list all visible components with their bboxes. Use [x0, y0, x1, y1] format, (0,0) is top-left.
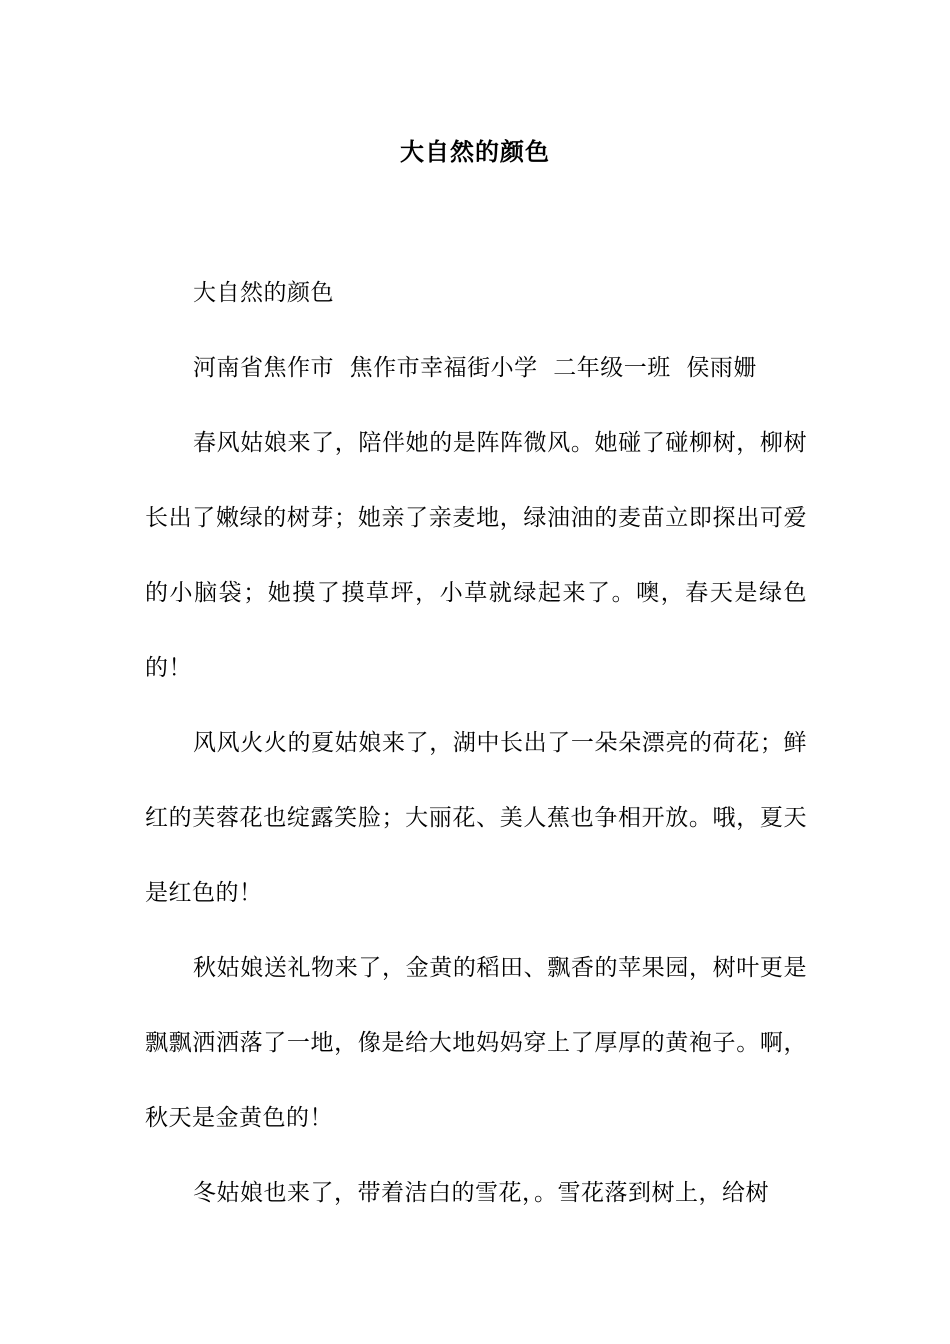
paragraph-spring: 春风姑娘来了，陪伴她的是阵阵微风。她碰了碰柳树，柳树长出了嫩绿的树芽；她亲了亲麦地，绿油油的麦苗立即探出可爱的小脑袋；她摸了摸草坪，小草就绿起来了。噢，春天是绿色的！	[145, 430, 807, 681]
paragraph-autumn: 秋姑娘送礼物来了，金黄的稻田、飘香的苹果园，树叶更是飘飘洒洒落了一地，像是给大地妈妈穿上了厚厚的黄袍子。啊，秋天是金黄色的！	[145, 955, 807, 1131]
document-body	[145, 256, 807, 1231]
paragraph-winter: 冬姑娘也来了，带着洁白的雪花，。雪花落到树上，给树	[193, 1180, 769, 1206]
paragraph-summer: 风风火火的夏姑娘来了，湖中长出了一朵朵漂亮的荷花；鲜红的芙蓉花也绽露笑脸；大丽花、美人蕉也争相开放。哦，夏天是红色的！	[145, 730, 807, 906]
subtitle-line: 大自然的颜色	[193, 280, 334, 306]
document-title: 大自然的颜色	[400, 138, 550, 166]
author-line: 河南省焦作市 焦作市幸福街小学 二年级一班 侯雨姗	[193, 355, 757, 381]
